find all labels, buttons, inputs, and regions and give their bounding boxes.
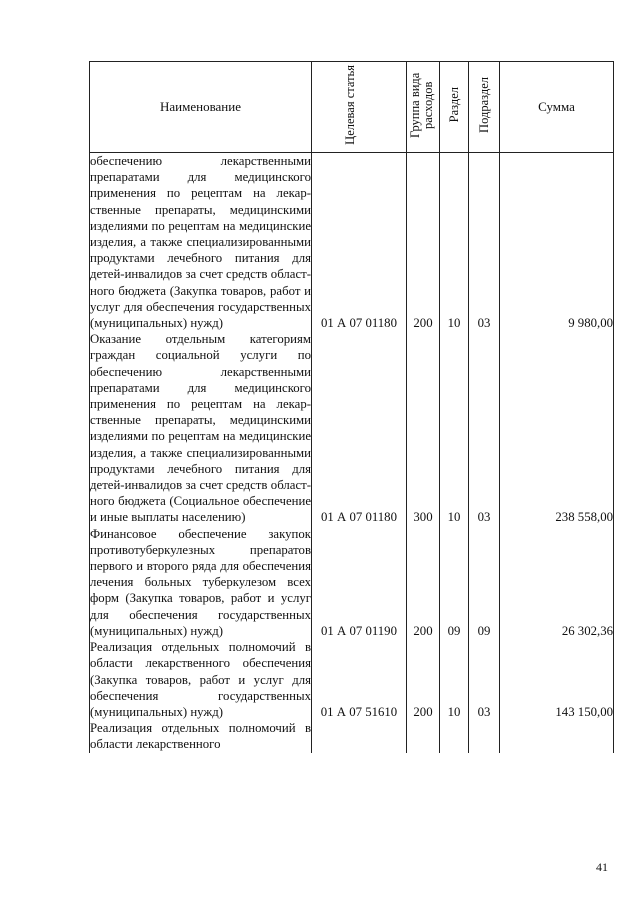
row-target: 01 А 07 51610: [312, 639, 407, 720]
row-sum: 9 980,00: [500, 153, 614, 332]
row-name: обеспечению лекарственными препаратами для медицинского применения по рецептам на лекарственные препараты, медицинскими изделиями по рецептам на медицинские изделия, а также специализированными продуктами лечебного питания для детей-инвалидов за счет средств областного бюджета (Закупка товаров, работ и услуг для обеспечения государственных (муниципальных) нужд): [90, 154, 311, 331]
row-sum: 143 150,00: [500, 639, 614, 720]
row-subsection: 03: [469, 639, 500, 720]
row-section: [440, 720, 469, 752]
table-header-row: [90, 62, 614, 153]
row-section: 10: [440, 153, 469, 332]
table-row: [90, 153, 614, 332]
table-row: [90, 331, 614, 525]
table-row: [90, 526, 614, 639]
row-group: 200: [407, 153, 440, 332]
row-sum: [500, 720, 614, 752]
table-row: [90, 639, 614, 720]
row-subsection: 03: [469, 331, 500, 525]
row-sum: 26 302,36: [500, 526, 614, 639]
page-number: 41: [596, 860, 608, 874]
row-subsection: [469, 720, 500, 752]
row-name: Финансовое обеспечение закупок противотуберкулезных препаратов первого и второго ряда для обеспечения лечения больных туберкулезом всех форм (Закупка товаров, работ и услуг для обеспечения государственных (муниципальных) нужд): [90, 526, 311, 638]
row-name: Реализация отдельных полномочий в области лекарственного обеспечения (Закупка товаров, работ и услуг для обеспечения государственных (муниципальных) нужд): [90, 640, 311, 719]
header-target: Целевая статья: [312, 62, 407, 153]
row-sum: 238 558,00: [500, 331, 614, 525]
row-group: 200: [407, 639, 440, 720]
budget-table: [89, 61, 614, 753]
row-subsection: 03: [469, 153, 500, 332]
row-target: 01 А 07 01180: [312, 331, 407, 525]
row-target: 01 А 07 01180: [312, 153, 407, 332]
row-target: [312, 720, 407, 752]
table-row: [90, 720, 614, 752]
header-group: Группа вида расходов: [407, 62, 440, 153]
row-subsection: 09: [469, 526, 500, 639]
row-section: 10: [440, 639, 469, 720]
header-sum: Сумма: [500, 62, 614, 153]
row-group: [407, 720, 440, 752]
row-section: 10: [440, 331, 469, 525]
header-subsection: Подраздел: [469, 62, 500, 153]
header-name: Наименование: [90, 62, 312, 153]
row-name: Оказание отдельным категориям граждан социальной услуги по обеспечению лекарственными препаратами для медицинского применения по рецептам на лекарственные препараты, медицинскими изделиями по рецептам на медицинские изделия, а также специализированными продуктами лечебного питания для детей-инвалидов за счет средств областного бюджета (Социальное обеспечение и иные выплаты населению): [90, 332, 311, 525]
header-section: Раздел: [440, 62, 469, 153]
row-name: Реализация отдельных полномочий в области лекарственного: [90, 721, 311, 752]
row-group: 200: [407, 526, 440, 639]
row-group: 300: [407, 331, 440, 525]
row-target: 01 А 07 01190: [312, 526, 407, 639]
row-section: 09: [440, 526, 469, 639]
